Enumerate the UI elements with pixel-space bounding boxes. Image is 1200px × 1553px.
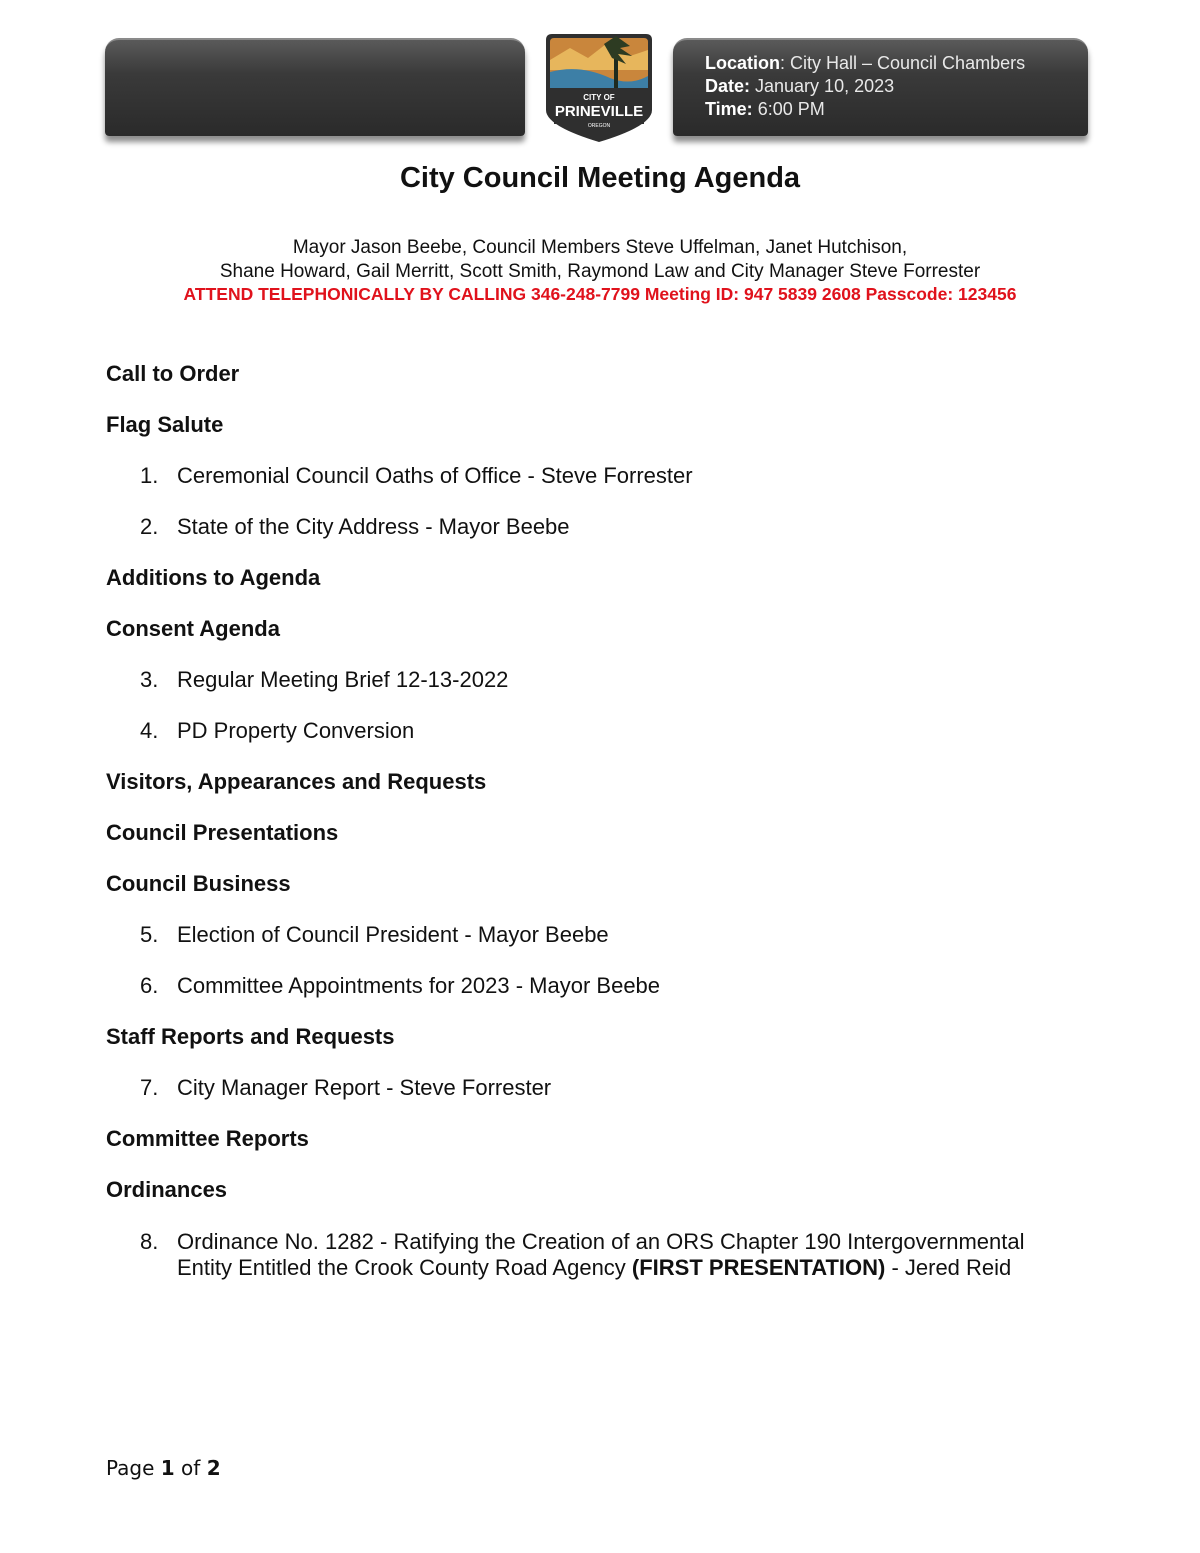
agenda-item — [106, 458, 1106, 509]
page-title: City Council Meeting Agenda — [399, 162, 801, 194]
section-flag-salute: Flag Salute — [106, 412, 224, 437]
logo-city-of: CITY OF — [583, 93, 615, 102]
of-word: of — [174, 1456, 207, 1480]
item-text-line-1: Ordinance No. 1282 - Ratifying the Creation of an ORS Chapter 190 Intergovernmental — [177, 1229, 1025, 1254]
agenda-item — [106, 713, 1106, 764]
location-value: : City Hall – Council Chambers — [780, 53, 1026, 73]
attendees-line-2: Shane Howard, Gail Merritt, Scott Smith, Raymond Law and City Manager Steve Forrester — [219, 261, 981, 282]
section-staff-reports: Staff Reports and Requests — [106, 1024, 395, 1049]
item-number: 6. — [140, 973, 159, 998]
item-number: 8. — [140, 1229, 159, 1254]
item-text-presenter: - Jered Reid — [885, 1255, 1012, 1280]
attendees-line-1: Mayor Jason Beebe, Council Members Steve Uffelman, Janet Hutchison, — [292, 237, 908, 258]
item-number: 7. — [140, 1075, 159, 1100]
logo-oregon: OREGON — [587, 123, 611, 129]
agenda-item — [106, 1070, 1106, 1121]
meeting-info — [705, 52, 1025, 121]
location-line — [705, 52, 1025, 75]
agenda-item — [106, 917, 1106, 968]
location-label: Location — [705, 53, 780, 73]
agenda-item — [106, 662, 1106, 713]
agenda-item — [106, 1223, 1106, 1281]
prineville-logo — [540, 30, 658, 144]
item-text: Election of Council President - Mayor Beebe — [177, 922, 609, 947]
header-banner-right — [673, 38, 1088, 136]
page-word: Page — [106, 1456, 161, 1480]
item-text-line-2 — [177, 1255, 1106, 1281]
item-number: 2. — [140, 514, 159, 539]
section-call-to-order: Call to Order — [106, 361, 240, 386]
item-text: Committee Appointments for 2023 - Mayor Beebe — [177, 973, 661, 998]
section-additions: Additions to Agenda — [106, 565, 321, 590]
item-number: 5. — [140, 922, 159, 947]
logo-prineville: PRINEVILLE — [554, 103, 644, 120]
agenda-list — [106, 356, 1106, 1281]
date-value: January 10, 2023 — [750, 76, 895, 96]
item-text: City Manager Report - Steve Forrester — [177, 1075, 552, 1100]
time-label: Time: — [705, 99, 753, 119]
time-value: 6:00 PM — [752, 99, 825, 119]
attendees — [0, 236, 1200, 284]
section-visitors: Visitors, Appearances and Requests — [106, 769, 487, 794]
date-label: Date: — [705, 76, 751, 96]
agenda-item — [106, 509, 1106, 560]
item-text: Ceremonial Council Oaths of Office - Steve Forrester — [177, 463, 693, 488]
page-footer — [106, 1456, 221, 1480]
agenda-item — [106, 968, 1106, 1019]
item-number: 4. — [140, 718, 159, 743]
section-committee-reports: Committee Reports — [106, 1126, 309, 1151]
header-banner-left — [105, 38, 525, 136]
section-consent: Consent Agenda — [106, 616, 280, 641]
section-ordinances: Ordinances — [106, 1177, 228, 1202]
section-business: Council Business — [106, 871, 291, 896]
item-text-part: Entity Entitled the Crook County Road Agency — [177, 1255, 632, 1280]
page-total: 2 — [206, 1456, 221, 1480]
time-line — [705, 98, 1025, 121]
section-presentations: Council Presentations — [106, 820, 339, 845]
first-presentation-tag: (FIRST PRESENTATION) — [631, 1255, 886, 1280]
item-text: PD Property Conversion — [177, 718, 415, 743]
item-number: 3. — [140, 667, 159, 692]
page-number: 1 — [160, 1456, 175, 1480]
date-line — [705, 75, 1025, 98]
item-text: Regular Meeting Brief 12-13-2022 — [177, 667, 509, 692]
phone-attendance-line: ATTEND TELEPHONICALLY BY CALLING 346-248-7799 Meeting ID: 947 5839 2608 Passcode: 123456 — [183, 284, 1017, 304]
item-number: 1. — [140, 463, 159, 488]
item-text: State of the City Address - Mayor Beebe — [177, 514, 570, 539]
